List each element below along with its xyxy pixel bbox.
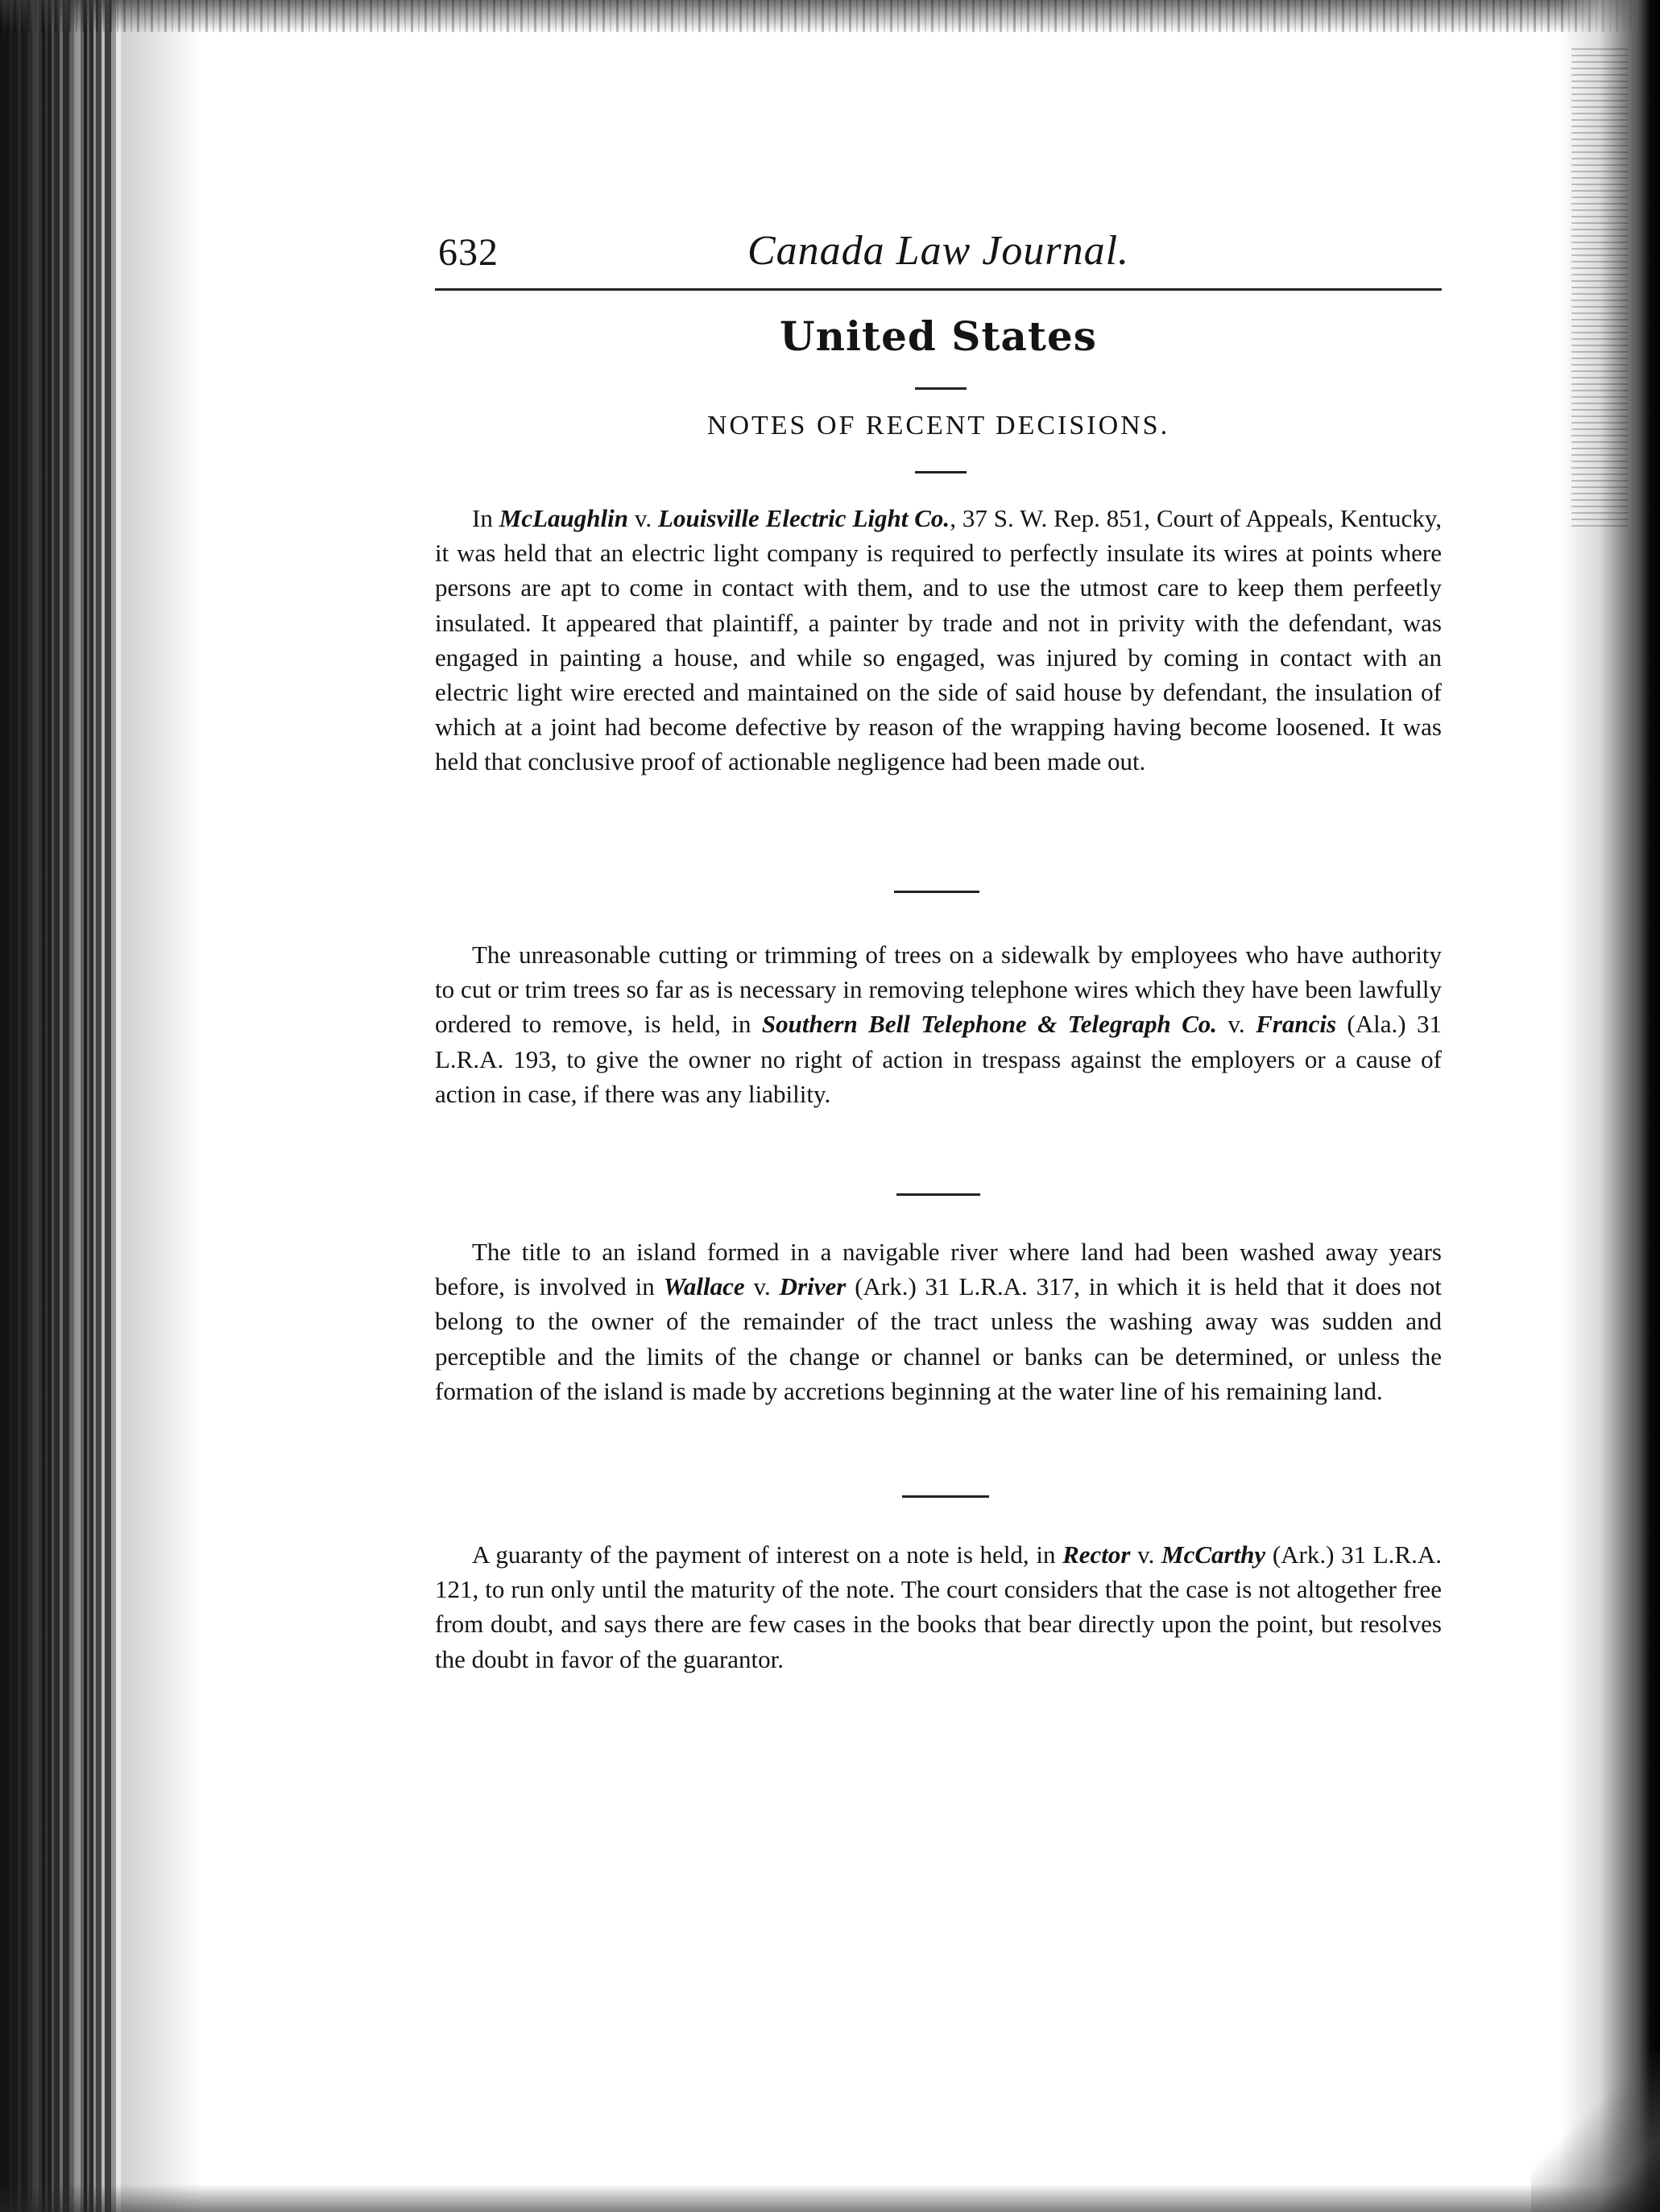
scan-shadow-bottom	[0, 2184, 1660, 2212]
case-party: McLaughlin	[499, 504, 628, 532]
case-party: Southern Bell Telephone & Telegraph Co.	[761, 1010, 1218, 1039]
decision-note	[435, 937, 1442, 1111]
note-paragraph: The title to an island formed in a navigable river where land had been washed away years before, is involved in Wallace v. Driver (Ark.) 31 L.R.A. 317, in which it is held that it does not belong to the owner of the remainder of the tract unless the washing away was sudden and perceptible and the limits of the change or channel or banks can be determined, or unless the formation of the island is made by accretions beginning at the water line of his remaining land.	[435, 1238, 1442, 1405]
separator-rule	[896, 1193, 980, 1196]
note-paragraph: The unreasonable cutting or trimming of trees on a sidewalk by employees who have authority to cut or trim trees so far as is necessary in removing telephone wires which they have been lawfully ordered to remove, is held, in Southern Bell Telephone & Telegraph Co. v. Francis (Ala.) 31 L.R.A. 193, to give the owner no right of action in trespass against the employers or a cause of action in case, if there was any liability.	[435, 941, 1442, 1108]
case-party: McCarthy	[1161, 1540, 1266, 1569]
scan-corner-shadow	[1531, 2051, 1660, 2212]
scan-shadow-left	[0, 0, 121, 2212]
page-header	[435, 224, 1442, 291]
separator-rule	[894, 891, 979, 893]
section-subtitle: NOTES OF RECENT DECISIONS.	[706, 411, 1170, 440]
short-rule	[915, 471, 967, 473]
case-party: Rector	[1062, 1540, 1131, 1569]
scan-shadow-top	[0, 0, 1660, 32]
case-party: Louisville Electric Light Co.	[658, 504, 950, 532]
page-number: 632	[438, 231, 499, 274]
case-party: Francis	[1256, 1010, 1337, 1039]
note-paragraph: A guaranty of the payment of interest on a note is held, in Rector v. McCarthy (Ark.) 31 L.R.A. 121, to run only until the maturity of the note. The court considers that the case is not altogether free from doubt, and says there are few cases in the books that bear directly upon the point, but resolves the doubt in favor of the guarantor.	[435, 1540, 1442, 1673]
scan-noise-right	[1571, 48, 1628, 531]
case-party: Driver	[779, 1272, 847, 1301]
section-title: United States	[780, 312, 1097, 360]
decision-note	[435, 501, 1442, 779]
separator-rule	[902, 1495, 989, 1498]
decision-note	[435, 1537, 1442, 1677]
note-paragraph: In McLaughlin v. Louisville Electric Light Co., 37 S. W. Rep. 851, Court of Appeals, Kentucky, it was held that an electric light company is required to perfectly insulate its wires at points where persons are apt to come in contact with them, and to use the utmost care to keep them perfeetly insulated. It appeared that plaintiff, a painter by trade and not in privity with the defendant, was engaged in painting a house, and while so engaged, was injured by coming in contact with an electric light wire erected and maintained on the side of said house by defendant, the insulation of which at a joint had become defective by reason of the wrapping having become loosened. It was held that conclusive proof of actionable negligence had been made out.	[435, 504, 1443, 776]
short-rule	[915, 387, 967, 390]
scan-shadow-left-fade	[121, 0, 201, 2212]
case-party: Wallace	[663, 1272, 745, 1301]
running-head: Canada Law Journal.	[747, 228, 1130, 274]
decision-note	[435, 1234, 1442, 1408]
